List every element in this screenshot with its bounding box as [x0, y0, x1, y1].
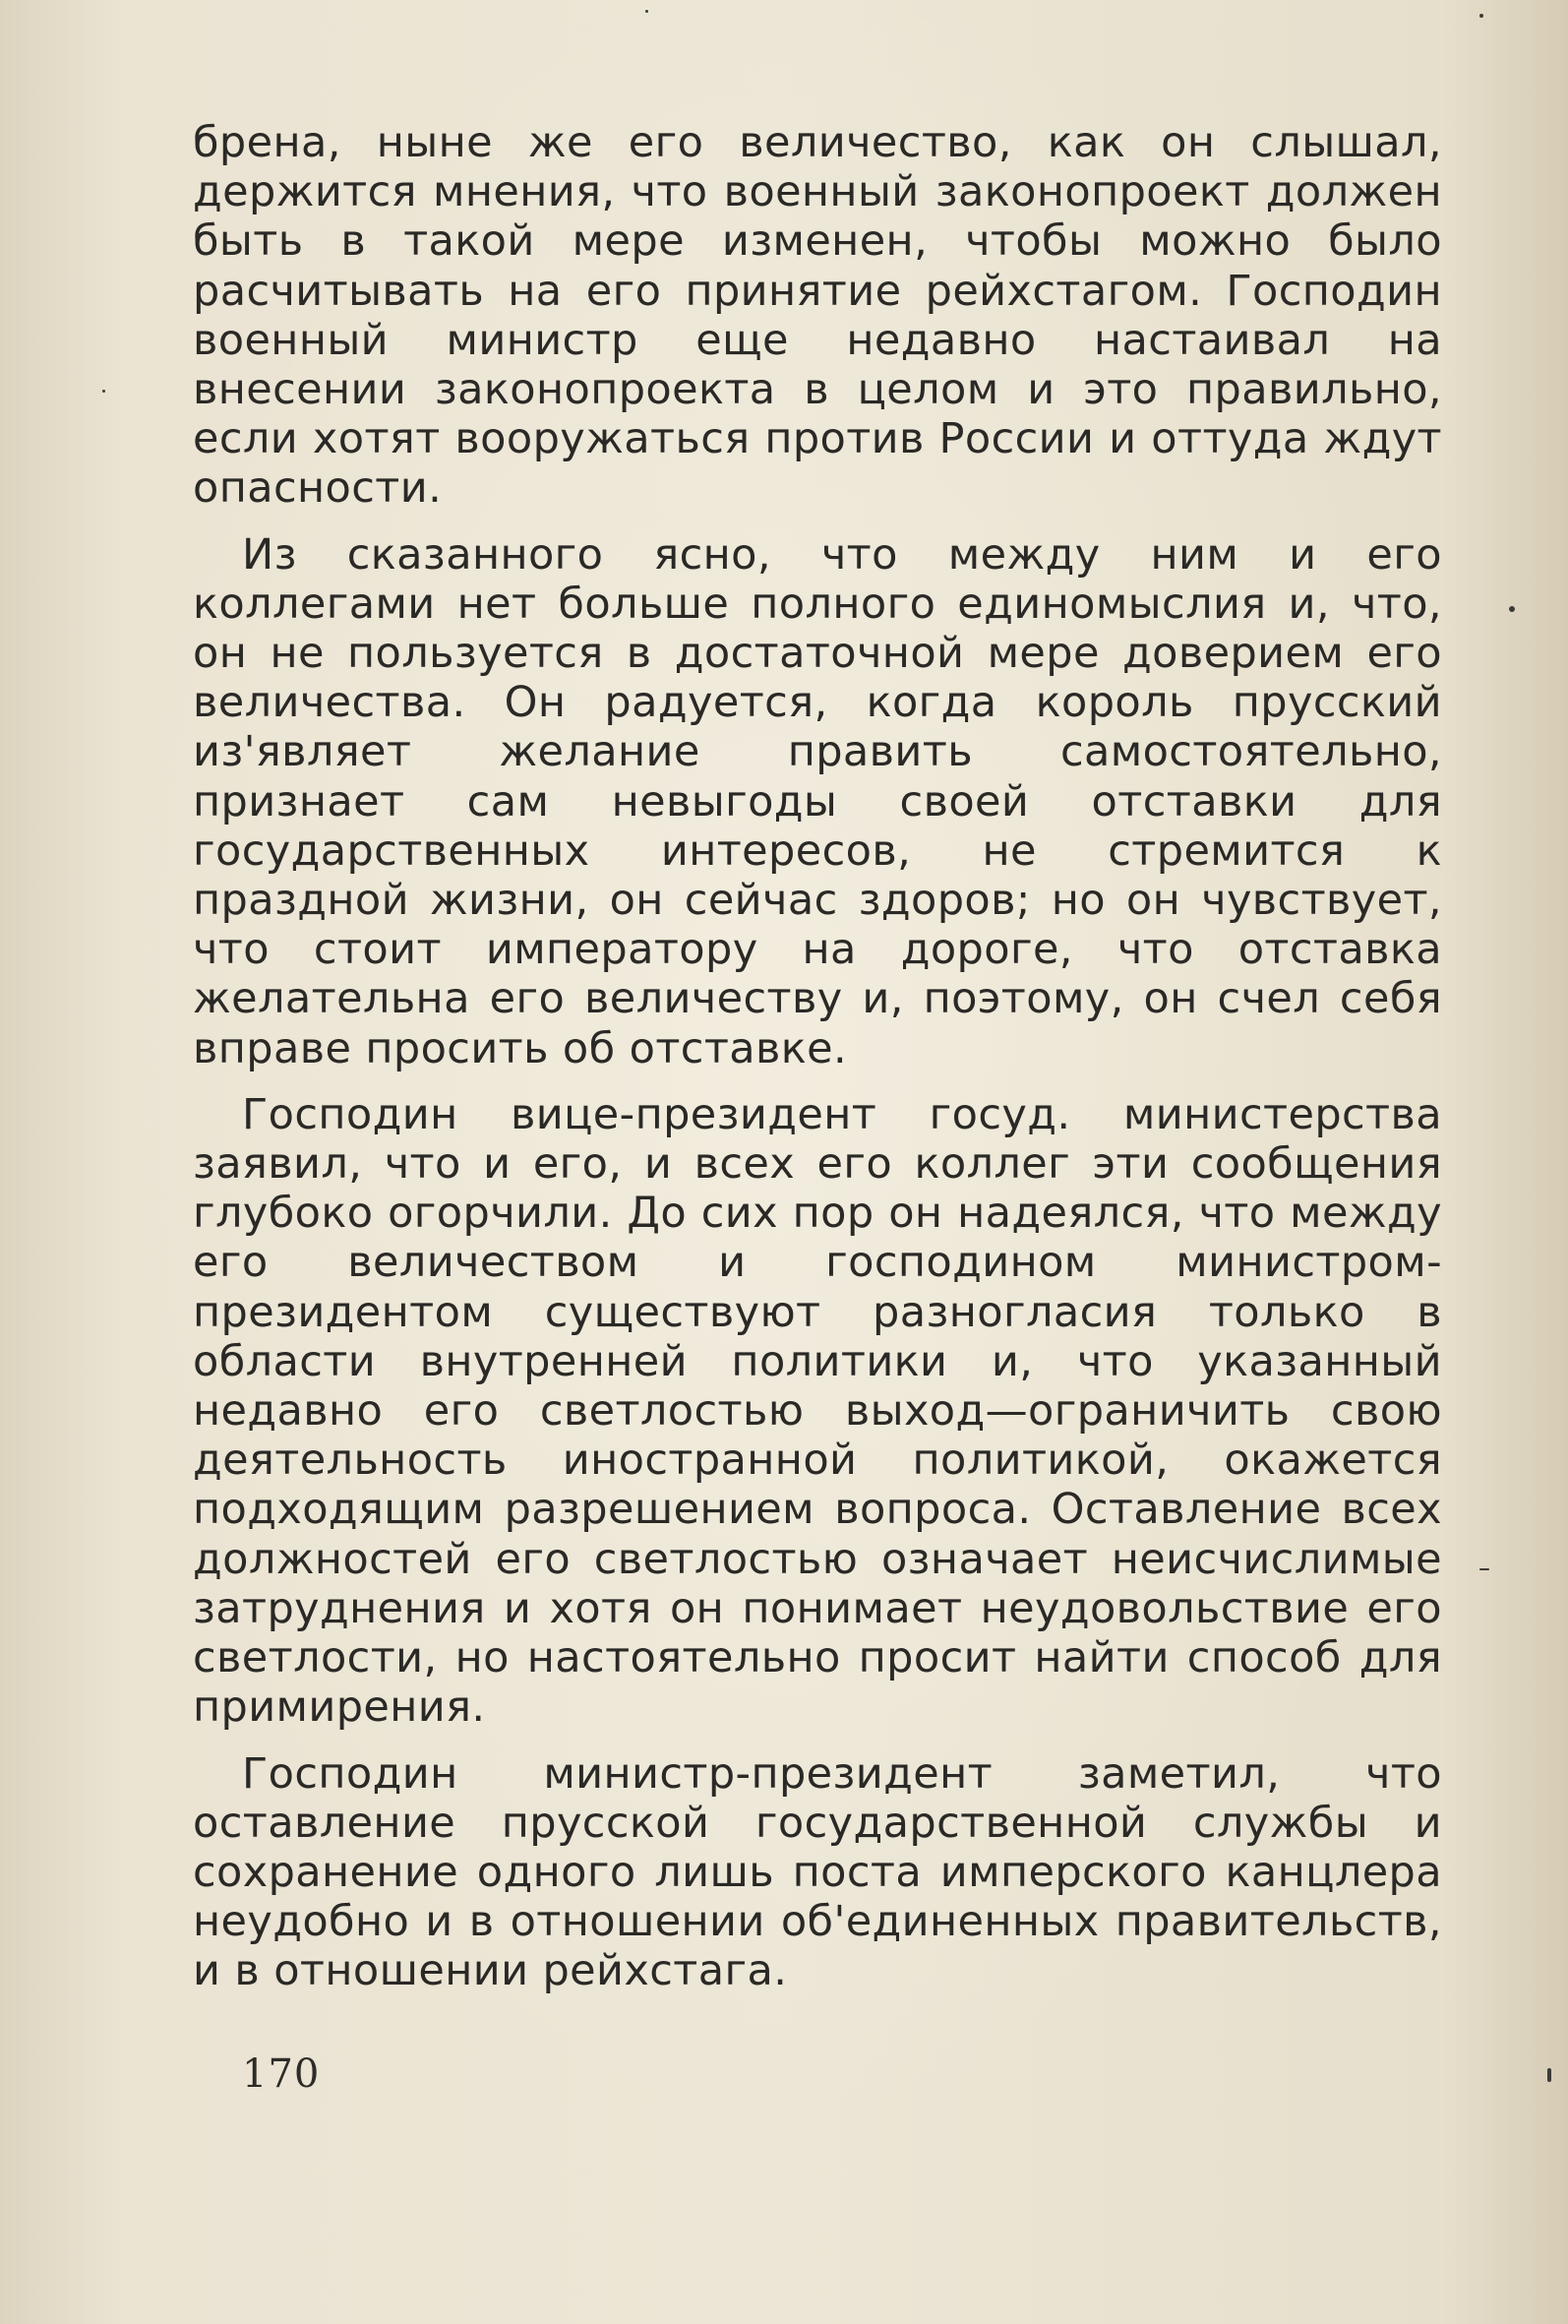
paragraph-2: Из сказанного ясно, что между ним и его коллегами нет больше полного единомыслия и, что, он не пользуется в достаточной мере доверием его величества. Он радуется, когда король прусский из'являет желание править самостоятельно, признает сам невыгоды своей отставки для государственных интересов, не стремится к праздной жизни, он сейчас здоров; но он чувствует, что стоит императору на дороге, что отставка желательна его величеству и, поэтому, он счел себя вправе просить об отставке.	[193, 529, 1442, 1073]
dust-speck	[1479, 14, 1483, 18]
body-text	[193, 118, 1442, 2013]
dust-speck	[645, 10, 648, 13]
paragraph-3: Господин вице-президент госуд. министерства заявил, что и его, и всех его коллег эти сообщения глубоко огорчили. До сих пор он надеялся, что между его величеством и господином министром-президентом существуют разногласия только в области внутренней политики и, что указанный недавно его светлостью выход—ограничить свою деятельность иностранной политикой, окажется подходящим разрешением вопроса. Оставление всех должностей его светлостью означает неисчислимые затруднения и хотя он понимает неудовольствие его светлости, но настоятельно просит найти способ для примирения.	[193, 1089, 1442, 1733]
dust-speck	[1509, 606, 1515, 612]
dust-speck	[1479, 1568, 1489, 1570]
dust-speck	[102, 390, 105, 393]
paragraph-1: брена, ныне же его величество, как он слышал, держится мнения, что военный законопроект должен быть в такой мере изменен, чтобы можно было расчитывать на его принятие рейхстагом. Господин военный министр еще недавно настаивал на внесении законопроекта в целом и это правильно, если хотят вооружаться против России и оттуда ждут опасности.	[193, 118, 1442, 514]
paragraph-4: Господин министр-президент заметил, что оставление прусской государственной службы и сохранение одного лишь поста имперского канцлера неудобно и в отношении об'единенных правительств, и в отношении рейхстага.	[193, 1748, 1442, 1996]
page-number: 170	[242, 2051, 321, 2097]
dust-speck	[1547, 2068, 1551, 2082]
